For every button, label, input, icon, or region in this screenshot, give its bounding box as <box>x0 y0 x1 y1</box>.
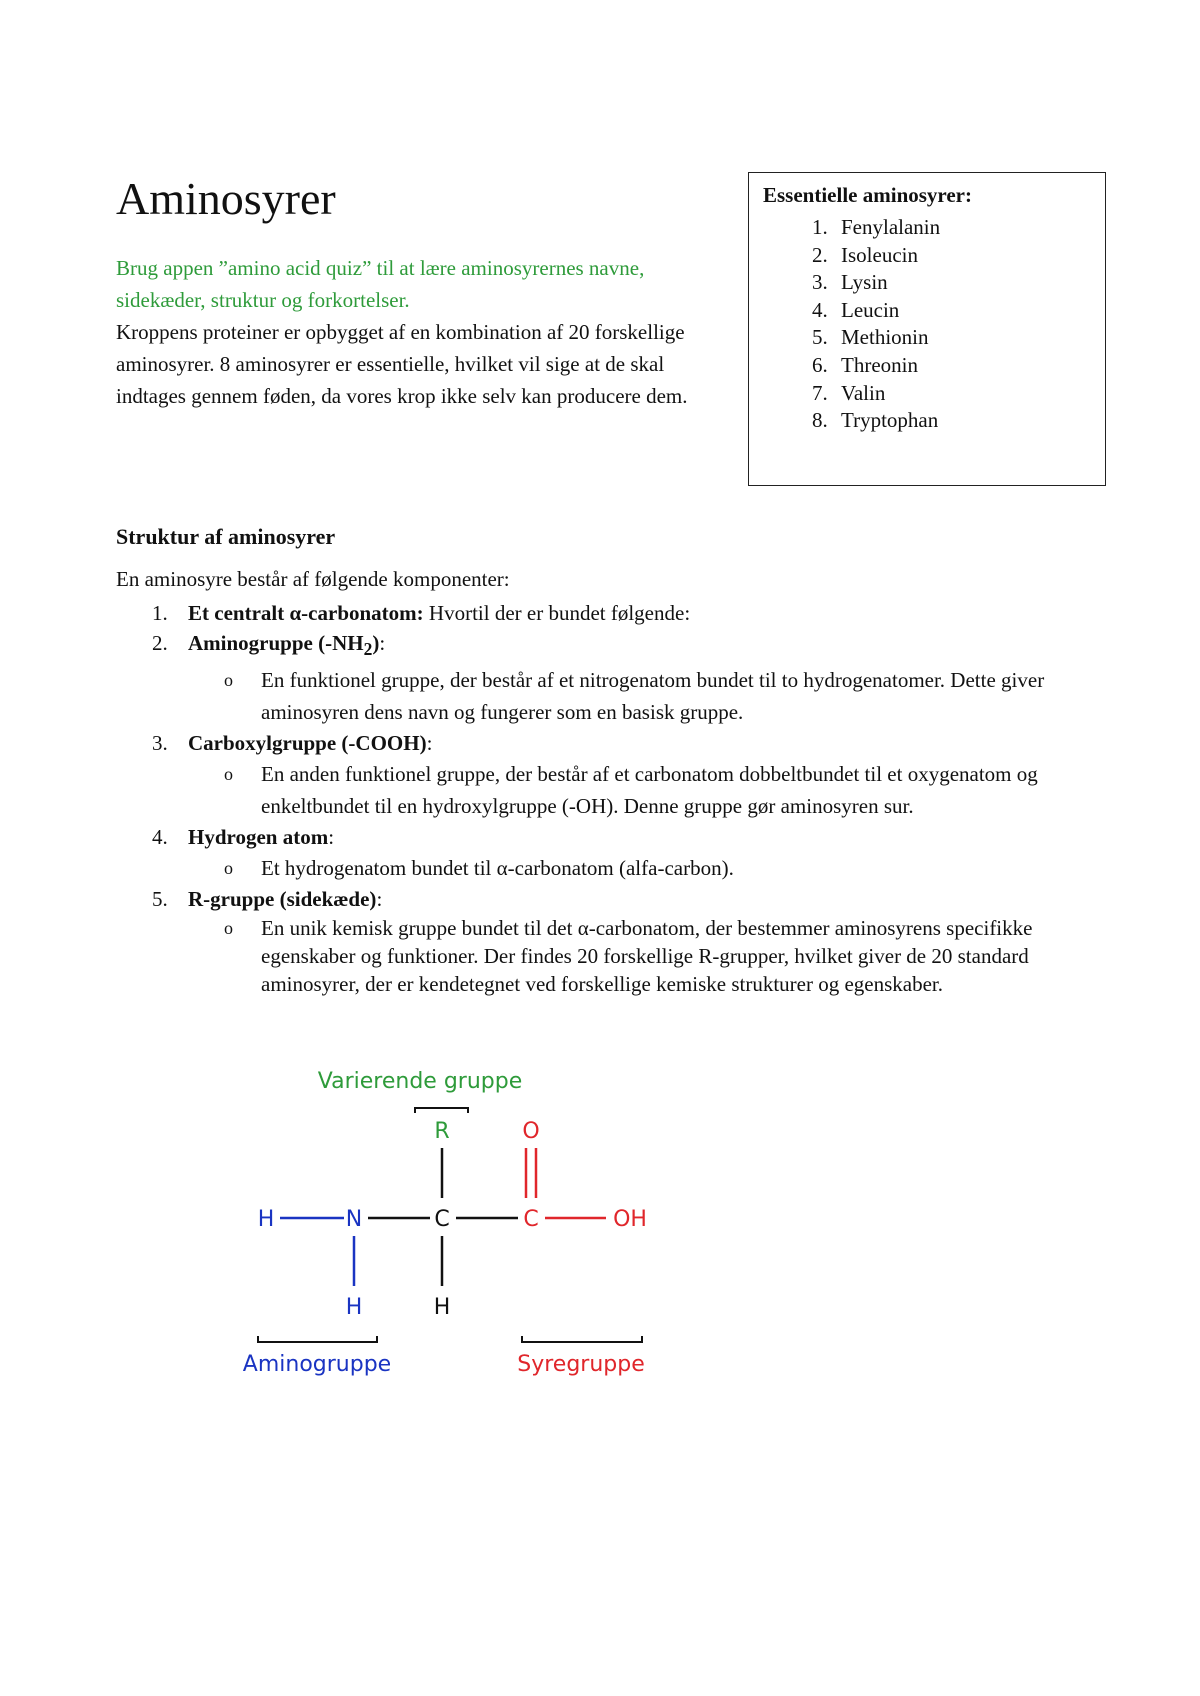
list-item: 7. Valin <box>833 380 1091 408</box>
component-text: : <box>376 887 383 912</box>
amino-group-label: Aminogruppe <box>242 1352 392 1377</box>
list-number: 1. <box>152 601 168 625</box>
n-atom: N <box>345 1207 363 1232</box>
amino-group-bracket <box>258 1336 377 1342</box>
bullet-icon: o <box>224 764 233 785</box>
h-n-atom: H <box>345 1295 363 1320</box>
list-item: 4. Leucin <box>833 297 1091 325</box>
component-label: Et centralt α-carbonatom: <box>188 601 424 625</box>
component-label <box>188 631 380 660</box>
list-item: 3. Lysin <box>833 269 1091 297</box>
sub-item <box>116 852 1076 884</box>
sub-text: En anden funktionel gruppe, der består af et carbonatom dobbeltbundet til et oxygenatom og enkeltbundet til en hydroxylgruppe (-OH). Denne gruppe gør aminosyren sur. <box>261 762 1038 819</box>
sub-item <box>116 758 1076 822</box>
amino-acid-structure-diagram <box>220 1064 680 1394</box>
c-carboxyl-atom: C <box>523 1207 539 1232</box>
section-heading: Struktur af aminosyrer <box>116 524 336 549</box>
component-item <box>116 598 1076 628</box>
component-label: Hydrogen atom <box>188 825 329 850</box>
oh-group: OH <box>613 1207 647 1232</box>
essentials-list <box>763 214 1091 435</box>
list-item: 8. Tryptophan <box>833 407 1091 435</box>
list-item: 1. Fenylalanin <box>833 214 1091 242</box>
intro-body-text: Kroppens proteiner er opbygget af en kombination af 20 forskellige aminosyrer. 8 aminosyrer er essentielle, hvilket vil sige at de skal indtages gennem føden, da vores krop ikke selv kan producere dem. <box>116 320 688 408</box>
intro-text <box>116 252 736 412</box>
label-part: ) <box>372 631 380 655</box>
component-item <box>116 728 1076 758</box>
varying-group-bracket <box>415 1108 468 1113</box>
list-item: 6. Threonin <box>833 352 1091 380</box>
label-subscript: 2 <box>363 639 373 660</box>
list-item: 2. Isoleucin <box>833 242 1091 270</box>
r-atom: R <box>434 1119 450 1144</box>
app-hint-text: Brug appen ”amino acid quiz” til at lære aminosyrernes navne, sidekæder, struktur og forkortelser. <box>116 256 645 312</box>
list-number: 4. <box>152 825 168 850</box>
acid-group-bracket <box>522 1336 642 1342</box>
list-number: 3. <box>152 731 168 756</box>
components-list <box>116 598 1076 998</box>
bullet-icon: o <box>224 670 233 691</box>
bullet-icon: o <box>224 918 233 939</box>
sub-item <box>116 664 1076 728</box>
essentials-title: Essentielle aminosyrer: <box>763 183 972 207</box>
h-c-atom: H <box>433 1295 451 1320</box>
essential-amino-acids-box <box>748 172 1106 486</box>
sub-text: En funktionel gruppe, der består af et nitrogenatom bundet til to hydrogenatomer. Dette giver aminosyren dens navn og fungerer som en basisk gruppe. <box>261 668 1045 725</box>
page-title: Aminosyrer <box>116 173 336 224</box>
component-label: R-gruppe (sidekæde) <box>188 887 377 912</box>
section-intro: En aminosyre består af følgende komponenter: <box>116 567 510 591</box>
o-atom: O <box>522 1119 540 1144</box>
bullet-icon: o <box>224 858 233 879</box>
list-item: 5. Methionin <box>833 324 1091 352</box>
component-item <box>116 628 1076 664</box>
h-left-atom: H <box>257 1207 275 1232</box>
component-item <box>116 822 1076 852</box>
component-item <box>116 884 1076 914</box>
sub-item <box>116 914 1076 998</box>
component-text: : <box>426 731 433 756</box>
list-number: 2. <box>152 631 168 655</box>
list-number: 5. <box>152 887 168 912</box>
component-label: Carboxylgruppe (-COOH) <box>188 731 427 756</box>
component-text: : <box>379 631 386 655</box>
component-text: : <box>328 825 335 850</box>
label-part: Aminogruppe (-NH <box>188 631 364 655</box>
component-text: Hvortil der er bundet følgende: <box>423 601 691 625</box>
varying-group-label: Varierende gruppe <box>317 1069 523 1094</box>
acid-group-label: Syregruppe <box>517 1352 645 1377</box>
sub-text: En unik kemisk gruppe bundet til det α-carbonatom, der bestemmer aminosyrens specifikke egenskaber og funktioner. Der findes 20 forskellige R-grupper, hvilket giver de 20 standard aminosyrer, der er kendetegnet ved forskellige kemiske strukturer og egenskaber. <box>261 916 1033 997</box>
c-alpha-atom: C <box>434 1207 450 1232</box>
sub-text: Et hydrogenatom bundet til α-carbonatom (alfa-carbon). <box>261 856 734 881</box>
